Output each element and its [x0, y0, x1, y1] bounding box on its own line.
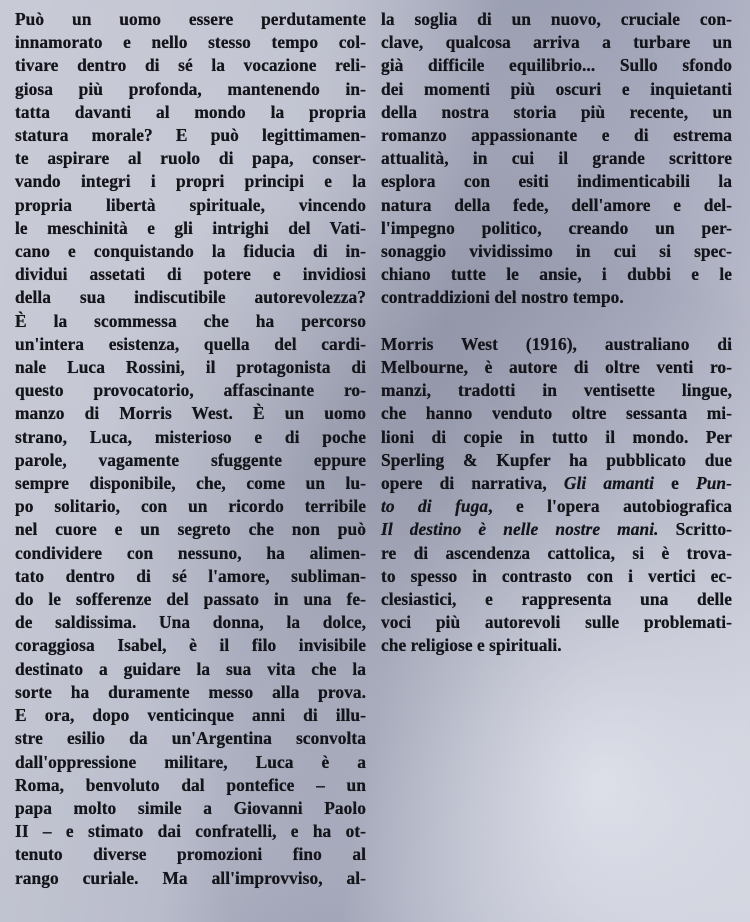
- text-line: la soglia di un nuovo, cruciale con-: [381, 9, 732, 29]
- text-line: manzo di Morris West. È un uomo: [15, 403, 366, 424]
- text-line: clesiastici, e rappresenta una delle: [381, 589, 732, 610]
- text-line: coraggiosa Isabel, è il filo invisibile: [15, 635, 366, 656]
- text-line: rango curiale. Ma all'improvviso, al-: [15, 867, 366, 888]
- text-line: sempre disponibile, che, come un lu-: [15, 473, 366, 494]
- text-span: Scritto-: [658, 519, 733, 540]
- text-line: te aspirare al ruolo di papa, conser-: [15, 148, 366, 169]
- text-line: statura morale? E può legittimamen-: [15, 125, 366, 146]
- text-line: propria libertà spirituale, vincendo: [15, 194, 366, 215]
- left-column: [15, 8, 366, 890]
- text-line: che religiose e spirituali.: [381, 635, 562, 656]
- text-line: [381, 495, 732, 518]
- text-line: sorte ha duramente messo alla prova.: [15, 681, 366, 702]
- text-line: innamorato e nello stesso tempo col-: [15, 32, 366, 53]
- text-line: tato dentro di sé l'amore, subliman-: [15, 565, 366, 586]
- text-line: natura della fede, dell'amore e del-: [381, 194, 732, 215]
- text-line: Sperling & Kupfer ha pubblicato due: [381, 449, 732, 470]
- text-line: Roma, benvoluto dal pontefice – un: [15, 774, 366, 795]
- text-line: manzi, tradotti in ventisette lingue,: [381, 380, 732, 401]
- right-column: [381, 8, 732, 658]
- text-line: che hanno venduto oltre sessanta mi-: [381, 403, 732, 424]
- text-line: papa molto simile a Giovanni Paolo: [15, 797, 366, 818]
- text-line: cano e conquistando la fiducia di in-: [15, 241, 366, 262]
- text-line: romanzo appassionante e di estrema: [381, 125, 732, 146]
- text-line: Morris West (1916), australiano di: [381, 333, 732, 354]
- book-title-il-destino: Il destino è nelle nostre mani.: [381, 519, 659, 540]
- text-line: tenuto diverse promozioni fino al: [15, 844, 366, 865]
- text-line: della sua indiscutibile autorevolezza?: [15, 287, 366, 308]
- text-line: condividere con nessuno, ha alimen-: [15, 542, 366, 563]
- text-line: dei momenti più oscuri e inquietanti: [381, 78, 732, 99]
- text-line: nale Luca Rossini, il protagonista di: [15, 357, 366, 378]
- text-line: voci più autorevoli sulle problemati-: [381, 612, 732, 633]
- text-line: destinato a guidare la sua vita che la: [15, 658, 366, 679]
- text-line: tatta davanti al mondo la propria: [15, 101, 366, 122]
- text-line: re di ascendenza cattolica, si è trova-: [381, 542, 732, 563]
- text-line: tivare dentro di sé la vocazione reli-: [15, 55, 366, 76]
- book-title-gli-amanti: Gli amanti: [563, 473, 654, 494]
- text-line: clave, qualcosa arriva a turbare un: [381, 32, 732, 53]
- text-line: lioni di copie in tutto il mondo. Per: [381, 426, 732, 447]
- author-bio-paragraph: [381, 333, 732, 658]
- text-line: [381, 518, 732, 541]
- text-line: È la scommessa che ha percorso: [15, 310, 366, 331]
- synopsis-continuation-paragraph: [381, 8, 732, 310]
- text-line: dividui assetati di potere e invidiosi: [15, 264, 366, 285]
- text-line: esplora con esiti indimenticabili la: [381, 171, 732, 192]
- text-line: do le sofferenze del passato in una fe-: [15, 589, 366, 610]
- text-line: II – e stimato dai confratelli, e ha ot-: [15, 821, 366, 842]
- text-line: contraddizioni del nostro tempo.: [381, 287, 624, 308]
- text-line: vando integri i propri principi e la: [15, 171, 366, 192]
- text-line: Melbourne, è autore di oltre venti ro-: [381, 357, 732, 378]
- text-line: strano, Luca, misterioso e di poche: [15, 426, 366, 447]
- text-span: e: [653, 473, 697, 494]
- book-title-punto-di-fuga-end: to di fuga: [381, 496, 489, 517]
- text-line: attualità, in cui il grande scrittore: [381, 148, 732, 169]
- text-line: un'intera esistenza, quella del cardi-: [15, 333, 366, 354]
- text-line: stre esilio da un'Argentina sconvolta: [15, 728, 366, 749]
- text-line: de saldissima. Una donna, la dolce,: [15, 612, 366, 633]
- book-title-punto-di-fuga-start: Pun-: [696, 473, 732, 494]
- text-line: po solitario, con un ricordo terribile: [15, 496, 366, 517]
- text-line: giosa più profonda, mantenendo in-: [15, 78, 366, 99]
- text-span: , e l'opera autobiografica: [488, 496, 732, 517]
- text-line: l'impegno politico, creando un per-: [381, 217, 732, 238]
- text-line: [381, 472, 732, 495]
- text-line: dall'oppressione militare, Luca è a: [15, 751, 366, 772]
- text-line: chiano tutte le ansie, i dubbi e le: [381, 264, 732, 285]
- text-line: E ora, dopo venticinque anni di illu-: [15, 705, 366, 726]
- text-line: to spesso in contrasto con i vertici ec-: [381, 565, 732, 586]
- text-line: nel cuore e un segreto che non può: [15, 519, 366, 540]
- text-line: sonaggio vividissimo in cui si spec-: [381, 241, 732, 262]
- text-line: parole, vagamente sfuggente eppure: [15, 449, 366, 470]
- text-line: già difficile equilibrio... Sullo sfondo: [381, 55, 732, 76]
- text-line: della nostra storia più recente, un: [381, 101, 732, 122]
- text-line: questo provocatorio, affascinante ro-: [15, 380, 366, 401]
- text-span: opere di narrativa,: [381, 473, 564, 494]
- text-line: le meschinità e gli intrighi del Vati-: [15, 217, 366, 238]
- paragraph-gap: [381, 310, 732, 333]
- text-line: Può un uomo essere perdutamente: [15, 9, 366, 29]
